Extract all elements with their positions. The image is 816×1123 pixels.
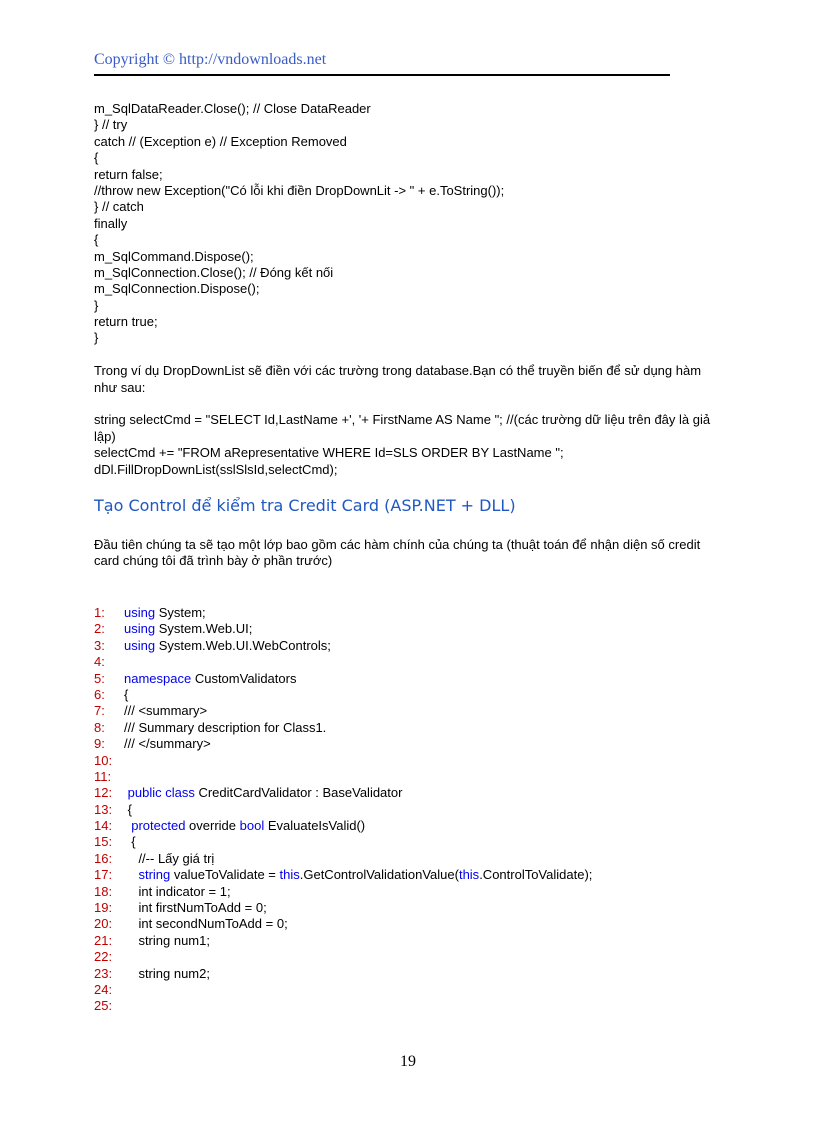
listing-line	[94, 851, 734, 867]
listing-line	[94, 703, 734, 719]
listing-line	[94, 949, 734, 965]
keyword: namespace	[124, 670, 192, 686]
line-number: 13:	[94, 801, 113, 817]
code-listing	[94, 605, 734, 1015]
listing-line	[94, 654, 734, 670]
listing-line	[94, 720, 734, 736]
keyword: public	[127, 785, 162, 801]
copyright-link[interactable]: Copyright © http://vndownloads.net	[94, 51, 327, 68]
code-text: {	[124, 686, 129, 702]
paragraph-class-intro: Đầu tiên chúng ta sẽ tạo một lớp bao gồm các hàm chính của chúng ta (thuật toán để nhận diện số credit card chúng tôi đã trình bày ở phần trước)	[94, 537, 701, 569]
listing-line	[94, 638, 734, 654]
keyword: using	[124, 621, 156, 637]
line-number: 15:	[94, 834, 113, 850]
keyword: this	[458, 867, 480, 883]
line-number: 24:	[94, 981, 113, 997]
listing-line	[94, 900, 734, 916]
keyword: class	[165, 785, 195, 801]
keyword: string	[138, 867, 171, 883]
line-number: 23:	[94, 965, 113, 981]
code-text: .ControlToValidate);	[479, 867, 593, 883]
line-number: 11:	[94, 768, 112, 784]
code-line: } // catch	[94, 199, 144, 215]
code-line: m_SqlDataReader.Close(); // Close DataReader	[94, 101, 371, 116]
line-number: 9:	[94, 736, 105, 752]
code-text: CustomValidators	[191, 670, 297, 686]
listing-line: 14: protected override bool EvaluateIsValid()	[94, 818, 366, 834]
code-text: string num2;	[124, 965, 210, 981]
line-number: 20:	[94, 916, 113, 932]
select-cmd-line: string selectCmd = "SELECT Id,LastName +', '+ FirstName AS Name "; //(các trường dữ liệu trên đây là giả lập)	[94, 412, 711, 444]
line-number: 21:	[94, 932, 113, 948]
code-line: m_SqlConnection.Close(); // Đóng kết nối	[94, 264, 334, 280]
listing-line	[94, 785, 734, 801]
code-line: }	[94, 330, 99, 346]
line-number: 5:	[94, 670, 105, 686]
listing-line	[94, 687, 734, 703]
code-text: string num1;	[124, 932, 210, 948]
code-text: {	[124, 834, 136, 850]
line-number: 4:	[94, 654, 105, 670]
listing-line	[94, 834, 734, 850]
code-line: m_SqlConnection.Dispose();	[94, 281, 260, 297]
code-line: }	[94, 297, 99, 313]
code-line: catch // (Exception e) // Exception Removed	[94, 133, 347, 149]
code-line: m_SqlCommand.Dispose();	[94, 248, 254, 264]
listing-line	[94, 736, 734, 752]
code-text: System.Web.UI.WebControls;	[155, 637, 331, 653]
code-line: {	[94, 232, 99, 248]
listing-line	[94, 966, 734, 982]
line-number: 25:	[94, 998, 113, 1014]
paragraph-dropdown-usage: Trong ví dụ DropDownList sẽ điền với các trường trong database.Bạn có thể truyền biến để sử dụng hàm như sau:	[94, 363, 702, 395]
line-number: 17:	[94, 867, 113, 883]
line-number: 3:	[94, 637, 105, 653]
code-text: /// Summary description for Class1.	[124, 719, 327, 735]
code-line: } // try	[94, 117, 128, 133]
code-text: int secondNumToAdd = 0;	[124, 916, 288, 932]
code-text: EvaluateIsValid()	[264, 818, 366, 834]
line-number: 1:	[94, 605, 105, 620]
listing-line	[94, 933, 734, 949]
code-line: return true;	[94, 314, 158, 330]
code-line: //throw new Exception("Có lỗi khi điền DropDownLit -> " + e.ToString());	[94, 182, 505, 198]
code-text: /// <summary>	[124, 703, 208, 719]
code-text: //-- Lấy giá trị	[124, 850, 215, 866]
listing-line	[94, 753, 734, 769]
code-line: {	[94, 150, 99, 166]
line-number: 14:	[94, 818, 113, 834]
line-number: 6:	[94, 686, 105, 702]
code-text: CreditCardValidator : BaseValidator	[194, 785, 403, 801]
code-text: int indicator = 1;	[124, 883, 231, 899]
listing-line	[94, 982, 734, 998]
keyword: using	[124, 637, 156, 653]
fill-dropdown-call-line: dDl.FillDropDownList(sslSlsId,selectCmd);	[94, 461, 338, 477]
code-text: int firstNumToAdd = 0;	[124, 900, 267, 916]
line-number: 10:	[94, 752, 113, 768]
keyword: using	[124, 605, 156, 620]
keyword: protected	[131, 818, 186, 834]
code-text: System;	[155, 605, 206, 620]
line-number: 16:	[94, 850, 113, 866]
listing-line	[94, 884, 734, 900]
listing-line	[94, 621, 734, 637]
code-text: /// </summary>	[124, 736, 211, 752]
code-line: finally	[94, 215, 128, 231]
keyword: bool	[239, 818, 265, 834]
line-number: 12:	[94, 785, 113, 801]
listing-line	[94, 671, 734, 687]
intro-paragraph-block	[94, 537, 726, 570]
code-text: System.Web.UI;	[155, 621, 253, 637]
section-heading: Tạo Control để kiểm tra Credit Card (ASP.NET + DLL)	[94, 496, 516, 515]
line-number: 22:	[94, 949, 113, 965]
code-text: {	[124, 801, 132, 817]
listing-line	[94, 916, 734, 932]
line-number: 19:	[94, 900, 113, 916]
header-divider	[94, 74, 670, 76]
listing-line: 17: string valueToValidate = this.GetControlValidationValue(this.ControlToValidate);	[94, 867, 593, 883]
page-number: 19	[400, 1053, 416, 1070]
keyword: this	[279, 867, 300, 883]
listing-line	[94, 998, 734, 1014]
listing-line	[94, 802, 734, 818]
code-line: return false;	[94, 166, 163, 182]
line-number: 7:	[94, 703, 105, 719]
code-block-1	[94, 101, 726, 478]
listing-line	[94, 769, 734, 785]
line-number: 2:	[94, 621, 105, 637]
listing-line	[94, 605, 734, 621]
select-cmd-append-line: selectCmd += "FROM aRepresentative WHERE Id=SLS ORDER BY LastName ";	[94, 445, 564, 461]
line-number: 18:	[94, 883, 113, 899]
line-number: 8:	[94, 719, 105, 735]
